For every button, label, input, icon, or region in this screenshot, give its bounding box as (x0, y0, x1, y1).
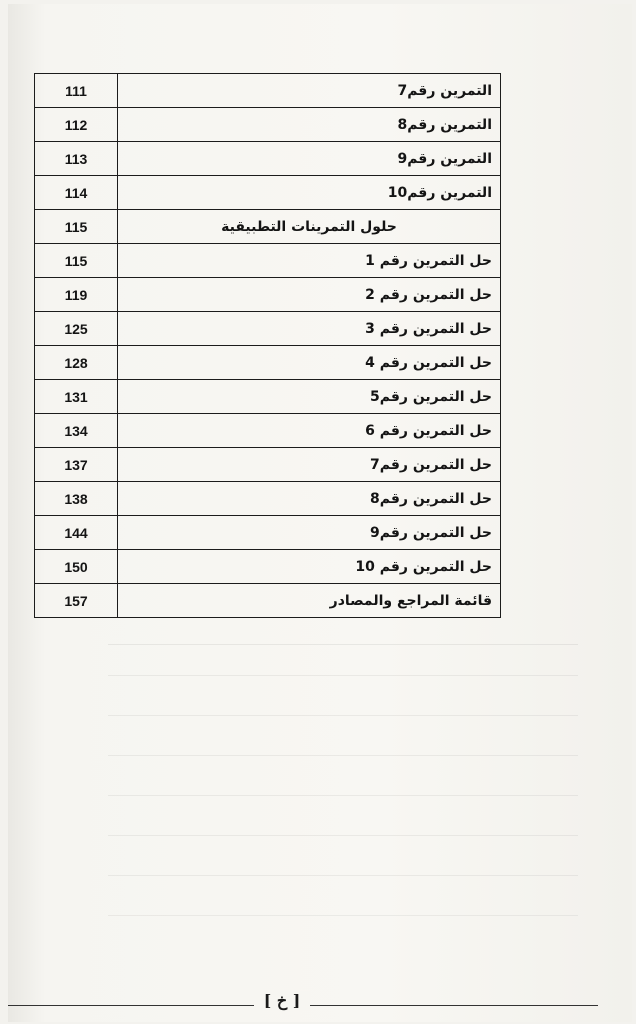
toc-entry-title: حل التمرين رقم7 (118, 448, 501, 482)
table-row (35, 380, 501, 414)
toc-entry-title: التمرين رقم9 (118, 142, 501, 176)
table-row (35, 278, 501, 312)
toc-entry-title: حل التمرين رقم 10 (118, 550, 501, 584)
toc-page-number: 150 (35, 550, 118, 584)
toc-page-number: 134 (35, 414, 118, 448)
toc-page-number: 112 (35, 108, 118, 142)
toc-section-heading: حلول التمرينات التطبيقية (118, 210, 501, 244)
table-row (35, 74, 501, 108)
table-row (35, 584, 501, 618)
toc-entry-title: حل التمرين رقم 3 (118, 312, 501, 346)
table-row (35, 108, 501, 142)
table-row (35, 482, 501, 516)
table-row (35, 346, 501, 380)
toc-page-number: 138 (35, 482, 118, 516)
table-row (35, 414, 501, 448)
toc-entry-title: حل التمرين رقم9 (118, 516, 501, 550)
toc-entry-title: التمرين رقم10 (118, 176, 501, 210)
table-of-contents (34, 73, 501, 618)
toc-entry-title: حل التمرين رقم 1 (118, 244, 501, 278)
page-number: [ خ ] (254, 991, 310, 1010)
table-row (35, 142, 501, 176)
toc-entry-title: حل التمرين رقم8 (118, 482, 501, 516)
toc-entry-title: حل التمرين رقم 6 (118, 414, 501, 448)
toc-page-number: 125 (35, 312, 118, 346)
table-row (35, 176, 501, 210)
toc-page-number: 157 (35, 584, 118, 618)
toc-entry-title: قائمة المراجع والمصادر (118, 584, 501, 618)
table-row (35, 550, 501, 584)
document-page (8, 4, 632, 1022)
toc-page-number: 128 (35, 346, 118, 380)
toc-entry-title: حل التمرين رقم 4 (118, 346, 501, 380)
toc-page-number: 137 (35, 448, 118, 482)
table-row (35, 312, 501, 346)
table-row (35, 244, 501, 278)
toc-page-number: 115 (35, 244, 118, 278)
table-row (35, 448, 501, 482)
toc-entry-title: التمرين رقم7 (118, 74, 501, 108)
toc-page-number: 111 (35, 74, 118, 108)
toc-page-number: 144 (35, 516, 118, 550)
toc-page-number: 115 (35, 210, 118, 244)
table-row (35, 210, 501, 244)
page-footer (8, 989, 632, 1019)
toc-page-number: 131 (35, 380, 118, 414)
toc-page-number: 113 (35, 142, 118, 176)
toc-entry-title: التمرين رقم8 (118, 108, 501, 142)
table-row (35, 516, 501, 550)
bleed-through-lines (108, 644, 578, 965)
toc-page-number: 119 (35, 278, 118, 312)
toc-page-number: 114 (35, 176, 118, 210)
toc-entry-title: حل التمرين رقم5 (118, 380, 501, 414)
toc-entry-title: حل التمرين رقم 2 (118, 278, 501, 312)
